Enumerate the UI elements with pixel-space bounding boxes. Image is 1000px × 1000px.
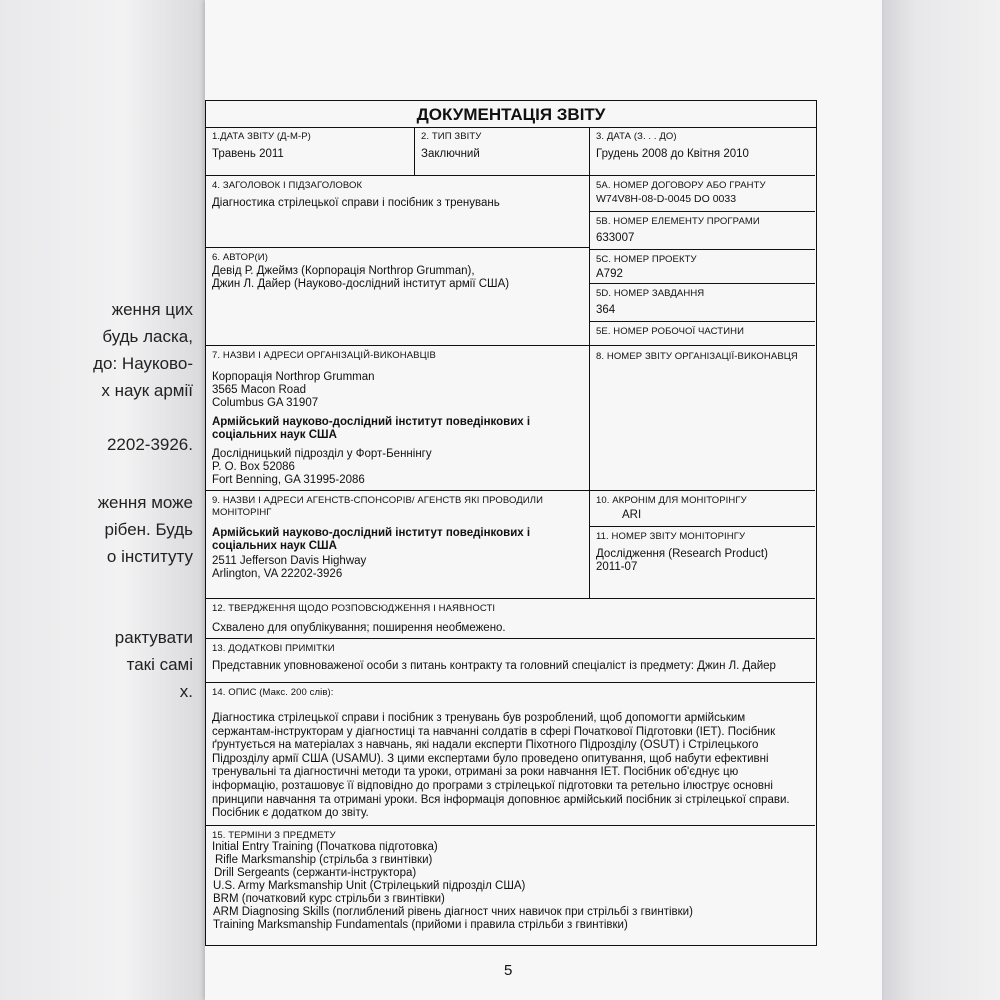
field-report-date	[206, 127, 414, 175]
subject-term: ARM Diagnosing Skills (поглиблений рівень діагност чних навичок при стрільбі з гвинтівки)	[213, 906, 693, 918]
field-label: 3. ДАТА (З. . . ДО)	[596, 131, 677, 142]
field-value: Діагностика стрілецької справи і посібник з тренувань	[212, 197, 500, 209]
field-project-number	[589, 249, 815, 283]
field-value: Схвалено для опублікування; поширення необмежено.	[212, 622, 506, 634]
field-label: 7. НАЗВИ І АДРЕСИ ОРГАНІЗАЦІЙ-ВИКОНАВЦІВ	[212, 350, 436, 361]
subject-term: BRM (початковий курс стрільби з гвинтівки)	[213, 893, 445, 905]
field-supplementary-notes	[206, 638, 815, 682]
field-value: Заключний	[421, 148, 480, 160]
page-number: 5	[504, 962, 513, 979]
field-task-number	[589, 283, 815, 321]
field-performing-organizations	[206, 345, 589, 490]
field-label: 5C. НОМЕР ПРОЕКТУ	[596, 254, 697, 265]
field-value: Дослідницький підрозділ у Форт-Беннінгу P. O. Box 52086 Fort Benning, GA 31995-2086	[212, 448, 432, 486]
field-label: 5A. НОМЕР ДОГОВОРУ АБО ГРАНТУ	[596, 180, 766, 191]
field-label: 13. ДОДАТКОВІ ПРИМІТКИ	[212, 643, 335, 654]
field-value: Девід Р. Джеймз (Корпорація Northrop Grumman), Джин Л. Дайер (Науково-дослідний інститут армії США)	[212, 265, 510, 290]
subject-term: Drill Sergeants (сержанти-інструктора)	[214, 867, 417, 879]
subject-term: Initial Entry Training (Початкова підготовка)	[212, 841, 438, 853]
field-distribution-statement	[206, 598, 815, 638]
field-performing-org-report-number	[589, 345, 815, 490]
field-label: 14. ОПИС (Макс. 200 слів):	[212, 687, 334, 698]
form-title: ДОКУМЕНТАЦІЯ ЗВІТУ	[206, 101, 816, 128]
field-value: 364	[596, 304, 616, 316]
subject-term: U.S. Army Marksmanship Unit (Стрілецький підрозділ США)	[213, 880, 526, 892]
field-label: 1.ДАТА ЗВІТУ (Д-М-Р)	[212, 131, 311, 142]
field-label: 8. НОМЕР ЗВІТУ ОРГАНІЗАЦІЇ-ВИКОНАВЦЯ	[596, 351, 798, 362]
subject-term: Rifle Marksmanship (стрільба з гвинтівки)	[215, 854, 433, 866]
field-subject-terms	[206, 825, 815, 944]
left-page-line: будь ласка,	[102, 327, 193, 346]
left-page-line: х наук армії	[101, 381, 193, 400]
field-dates-covered	[589, 127, 815, 175]
left-page-line: ження може	[97, 493, 193, 512]
field-monitor-report-number	[589, 526, 815, 598]
field-contract-number	[589, 175, 815, 211]
field-value: Дослідження (Research Product) 2011-07	[596, 548, 768, 573]
field-value: Армійський науково-дослідний інститут поведінкових і соціальних наук США	[212, 527, 531, 552]
left-page	[0, 0, 205, 1000]
field-authors	[206, 247, 589, 345]
field-value: Армійський науково-дослідний інститут поведінкових і соціальних наук США	[212, 416, 531, 441]
field-sponsoring-agencies	[206, 490, 589, 598]
left-page-line: ження цих	[111, 300, 193, 319]
page-edge	[882, 0, 1000, 1000]
field-monitor-acronym	[589, 490, 815, 526]
left-page-line: о інституту	[106, 547, 193, 566]
field-value: A792	[596, 268, 623, 280]
field-value: Корпорація Northrop Grumman 3565 Macon Road Columbus GA 31907	[212, 371, 375, 409]
field-label: 5E. НОМЕР РОБОЧОЇ ЧАСТИНИ	[596, 326, 745, 337]
field-label: 4. ЗАГОЛОВОК І ПІДЗАГОЛОВОК	[212, 180, 363, 191]
field-program-element	[589, 211, 815, 249]
field-report-type	[414, 127, 589, 175]
left-page-line: 2202-3926.	[106, 435, 193, 454]
field-label: 15. ТЕРМІНИ З ПРЕДМЕТУ	[212, 830, 336, 841]
field-value: Представник уповноваженої особи з питань контракту та головний спеціаліст із предмету: Джин Л. Дайер	[212, 660, 776, 672]
field-work-unit-number	[589, 321, 815, 345]
left-page-line: х.	[179, 682, 193, 701]
field-label: 5B. НОМЕР ЕЛЕМЕНТУ ПРОГРАМИ	[596, 216, 760, 227]
field-label: 9. НАЗВИ І АДРЕСИ АГЕНСТВ-СПОНСОРІВ/ АГЕНСТВ ЯКІ ПРОВОДИЛИ МОНІТОРІНГ	[212, 495, 544, 518]
left-page-line: такі самі	[126, 655, 193, 674]
left-page-line: до: Науково-	[93, 354, 193, 373]
field-label: 6. АВТОР(И)	[212, 252, 268, 263]
document-page	[205, 0, 882, 1000]
left-page-line: рібен. Будь	[104, 520, 193, 539]
field-value: Діагностика стрілецької справи і посібник з тренувань був розроблений, щоб допомогти армійським сержантам-інструкторам у діагностиці та навчанні солдатів в сфері Початкової Підготовки (IET). Посібник ґрунтується на матеріалах з навчань, які надали експерти Піхотного Підрозділу (OSUT) і Стрілецького Підрозділу армії США (USAMU). З цими експертами було проведено опитування, щоб набути ефективні тренувальні та діагностичні методи та уроки, отримані за роки навчання IET. Посібник об'єднує цю інформацію, розташовує її відповідно до програми з стрілецької підготовки та ретельно ілюструє основні принципи навчання та отримані уроки. Вся інформація доповнює армійський посібник зі стрілецької справи. Посібник є додатком до звіту.	[212, 712, 790, 820]
left-page-line: рактувати	[114, 628, 193, 647]
field-value: ARI	[622, 509, 642, 521]
field-label: 5D. НОМЕР ЗАВДАННЯ	[596, 288, 705, 299]
field-label: 10. АКРОНІМ ДЛЯ МОНІТОРІНГУ	[596, 495, 747, 506]
report-documentation-form	[205, 100, 817, 946]
field-value: 2511 Jefferson Davis Highway Arlington, VA 22202-3926	[212, 555, 367, 580]
field-label: 11. НОМЕР ЗВІТУ МОНІТОРІНГУ	[596, 531, 746, 542]
subject-term: Training Marksmanship Fundamentals (прийоми і правила стрільби з гвинтівки)	[213, 919, 628, 931]
field-label: 2. ТИП ЗВІТУ	[421, 131, 482, 142]
field-value: 633007	[596, 232, 635, 244]
field-value: Травень 2011	[212, 148, 284, 160]
field-abstract	[206, 682, 815, 825]
field-value: Грудень 2008 до Квітня 2010	[596, 148, 749, 160]
field-label: 12. ТВЕРДЖЕННЯ ЩОДО РОЗПОВСЮДЖЕННЯ І НАЯВНОСТІ	[212, 603, 496, 614]
field-value: W74V8H-08-D-0045 DO 0033	[596, 193, 737, 205]
